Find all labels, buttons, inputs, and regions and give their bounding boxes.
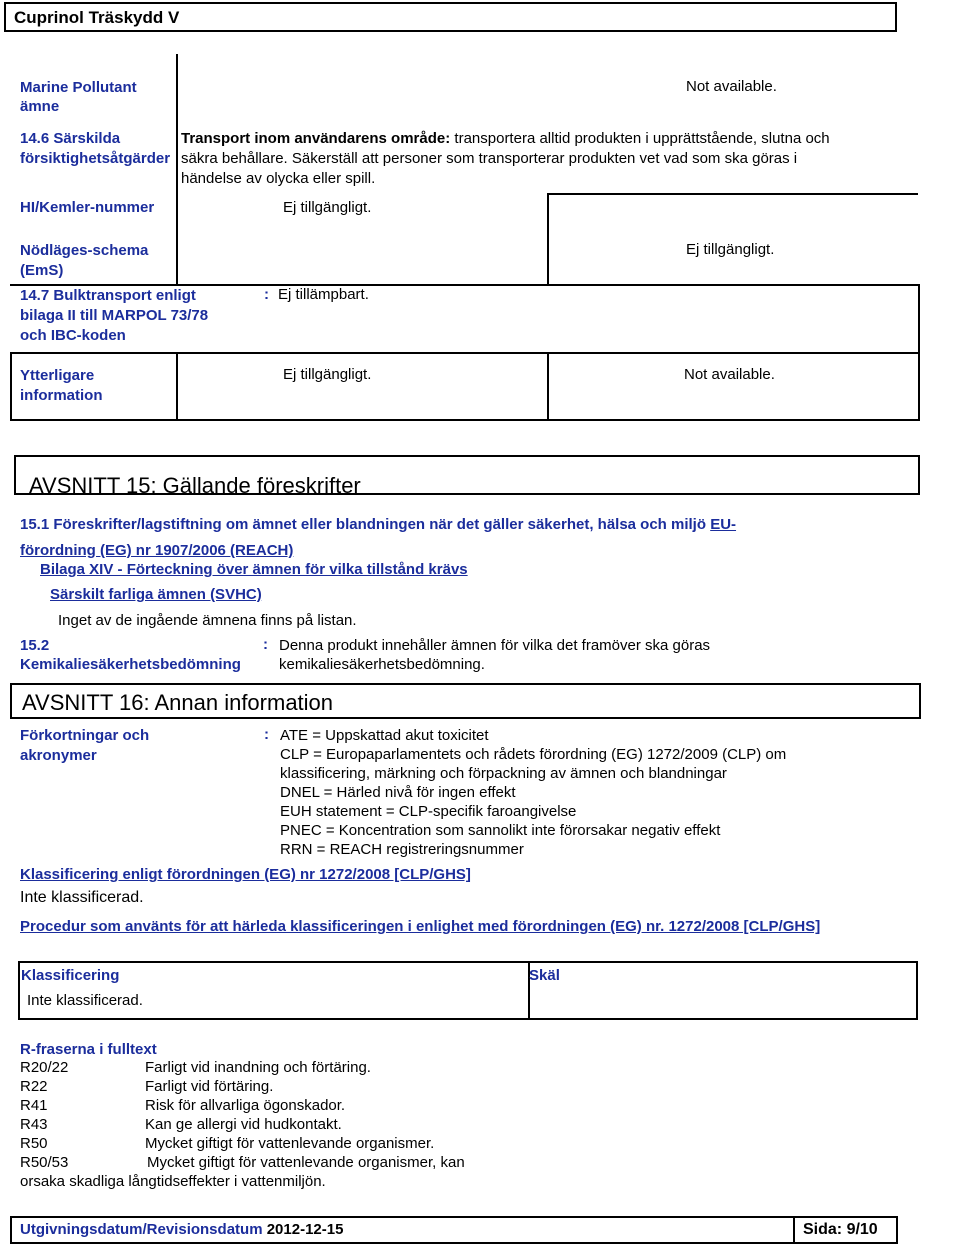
- bulk-transport-colon: :: [264, 286, 269, 303]
- svhc-link[interactable]: Särskilt farliga ämnen (SVHC): [50, 586, 262, 603]
- section-15-1-heading: [20, 512, 920, 564]
- ems-value: Ej tillgängligt.: [686, 241, 775, 258]
- document-header: [4, 2, 897, 32]
- r-phrase-code: R20/22: [20, 1059, 69, 1076]
- special-text-line: transportera alltid produkten i upprättstående, slutna och: [454, 130, 830, 147]
- section-15-1-text: 15.1 Föreskrifter/lagstiftning om ämnet eller blandningen när det gäller säkerhet, hälsa och miljö: [20, 516, 707, 533]
- marine-pollutant-label: Marine Pollutant ämne: [20, 79, 137, 115]
- footer-page: Sida: 9/10: [803, 1221, 878, 1238]
- r-phrase-code: R43: [20, 1116, 48, 1133]
- abbreviations-colon: :: [264, 726, 269, 743]
- table-divider: [10, 352, 920, 354]
- hi-kemler-label: HI/Kemler-nummer: [20, 199, 155, 216]
- r-phrase-code: R50: [20, 1135, 48, 1152]
- additional-info-value-1: Ej tillgängligt.: [283, 366, 372, 383]
- footer-divider: [793, 1218, 795, 1242]
- procedure-heading-link[interactable]: Procedur som använts för att härleda klassificeringen i enlighet med förordningen (EG) nr. 1272/2008 [CLP/GHS]: [20, 918, 821, 935]
- section-15-2-line: kemikaliesäkerhetsbedömning.: [279, 656, 485, 673]
- section-15-2-colon: :: [263, 636, 268, 653]
- r-phrases-heading: R-fraserna i fulltext: [20, 1041, 157, 1058]
- table-divider: [10, 354, 12, 420]
- reach-link[interactable]: förordning (EG) nr 1907/2006 (REACH): [20, 542, 294, 559]
- r-phrase-text: Risk för allvarliga ögonskador.: [145, 1097, 346, 1114]
- r-phrase-code: R22: [20, 1078, 48, 1095]
- r-phrase-text: Mycket giftigt för vattenlevande organismer, kan: [147, 1154, 465, 1171]
- table-divider: [176, 354, 178, 420]
- table-divider: [10, 419, 920, 421]
- section-15-header: [14, 455, 920, 498]
- special-precautions-bold: Transport inom användarens område:: [181, 130, 451, 147]
- section-15-2-text: [279, 636, 710, 674]
- clp-heading-link[interactable]: Klassificering enligt förordningen (EG) nr 1272/2008 [CLP/GHS]: [20, 866, 471, 883]
- bulk-transport-value: Ej tillämpbart.: [278, 286, 369, 303]
- r-phrase-text: Farligt vid förtäring.: [145, 1078, 274, 1095]
- marine-pollutant-value: Not available.: [686, 78, 777, 95]
- abbreviation-item: klassificering, märkning och förpackning av ämnen och blandningar: [280, 765, 727, 782]
- additional-info-value-2: Not available.: [684, 366, 775, 383]
- table-header-classification: Klassificering: [21, 967, 120, 984]
- additional-info-label: Ytterligare information: [20, 367, 103, 404]
- table-header-reason: Skäl: [529, 967, 560, 984]
- r-phrase-text: Kan ge allergi vid hudkontakt.: [145, 1116, 342, 1133]
- section-15-2-title: Kemikaliesäkerhetsbedömning: [20, 656, 241, 673]
- abbreviation-item: DNEL = Härled nivå för ingen effekt: [280, 784, 516, 801]
- document-title: Cuprinol Träskydd V: [14, 8, 180, 27]
- section-16-title: AVSNITT 16: Annan information: [22, 690, 334, 715]
- footer-date-label: Utgivningsdatum/Revisionsdatum: [20, 1221, 263, 1238]
- footer-date-value: 2012-12-15: [266, 1221, 344, 1238]
- r-phrase-text: Mycket giftigt för vattenlevande organismer.: [145, 1135, 435, 1152]
- r-phrase-code: R41: [20, 1097, 48, 1114]
- hi-kemler-value: Ej tillgängligt.: [283, 199, 372, 216]
- r-phrase-code: R50/53: [20, 1154, 69, 1171]
- bulk-transport-label: 14.7 Bulktransport enligt bilaga II till MARPOL 73/78 och IBC-koden: [20, 287, 209, 344]
- abbreviation-item: EUH statement = CLP-specifik faroangivelse: [280, 803, 577, 820]
- r-phrase-text: Farligt vid inandning och förtäring.: [145, 1059, 371, 1076]
- table-divider: [176, 54, 178, 284]
- section-15-2-label: [20, 636, 241, 674]
- ems-label: Nödläges-schema (EmS): [20, 242, 149, 279]
- abbreviation-item: PNEC = Koncentration som sannolikt inte förorsakar negativ effekt: [280, 822, 721, 839]
- clp-value: Inte klassificerad.: [20, 889, 144, 906]
- r-phrase-continuation: orsaka skadliga långtidseffekter i vattenmiljön.: [20, 1173, 326, 1190]
- footer-date: [20, 1221, 343, 1238]
- table-cell-value: Inte klassificerad.: [27, 992, 143, 1009]
- svhc-text: Inget av de ingående ämnena finns på listan.: [58, 612, 357, 629]
- annex-xiv-link[interactable]: Bilaga XIV - Förteckning över ämnen för vilka tillstånd krävs: [40, 561, 468, 578]
- abbreviation-item: CLP = Europaparlamentets och rådets förordning (EG) 1272/2009 (CLP) om: [280, 746, 787, 763]
- classification-table: [18, 961, 918, 1020]
- section-15-title: AVSNITT 15: Gällande föreskrifter: [29, 473, 361, 498]
- special-text-line: säkra behållare. Säkerställ att personer som transporterar produkten vet vad som ska göras i: [181, 150, 798, 167]
- abbreviation-item: ATE = Uppskattad akut toxicitet: [280, 727, 489, 744]
- special-text-line: händelse av olycka eller spill.: [181, 170, 376, 187]
- special-precautions-text: [181, 129, 911, 189]
- abbreviations-label: Förkortningar och akronymer: [20, 727, 150, 764]
- abbreviations-list: [280, 726, 786, 859]
- table-divider: [547, 354, 549, 420]
- abbreviation-item: RRN = REACH registreringsnummer: [280, 841, 524, 858]
- section-15-2-number: 15.2: [20, 637, 50, 654]
- table-divider: [547, 193, 918, 195]
- section-15-2-line: Denna produkt innehåller ämnen för vilka det framöver ska göras: [279, 637, 711, 654]
- special-precautions-label: 14.6 Särskilda försiktighetsåtgärder: [20, 130, 171, 167]
- reach-link[interactable]: EU-: [710, 516, 737, 533]
- section-16-header: [10, 683, 921, 719]
- table-divider: [547, 194, 549, 284]
